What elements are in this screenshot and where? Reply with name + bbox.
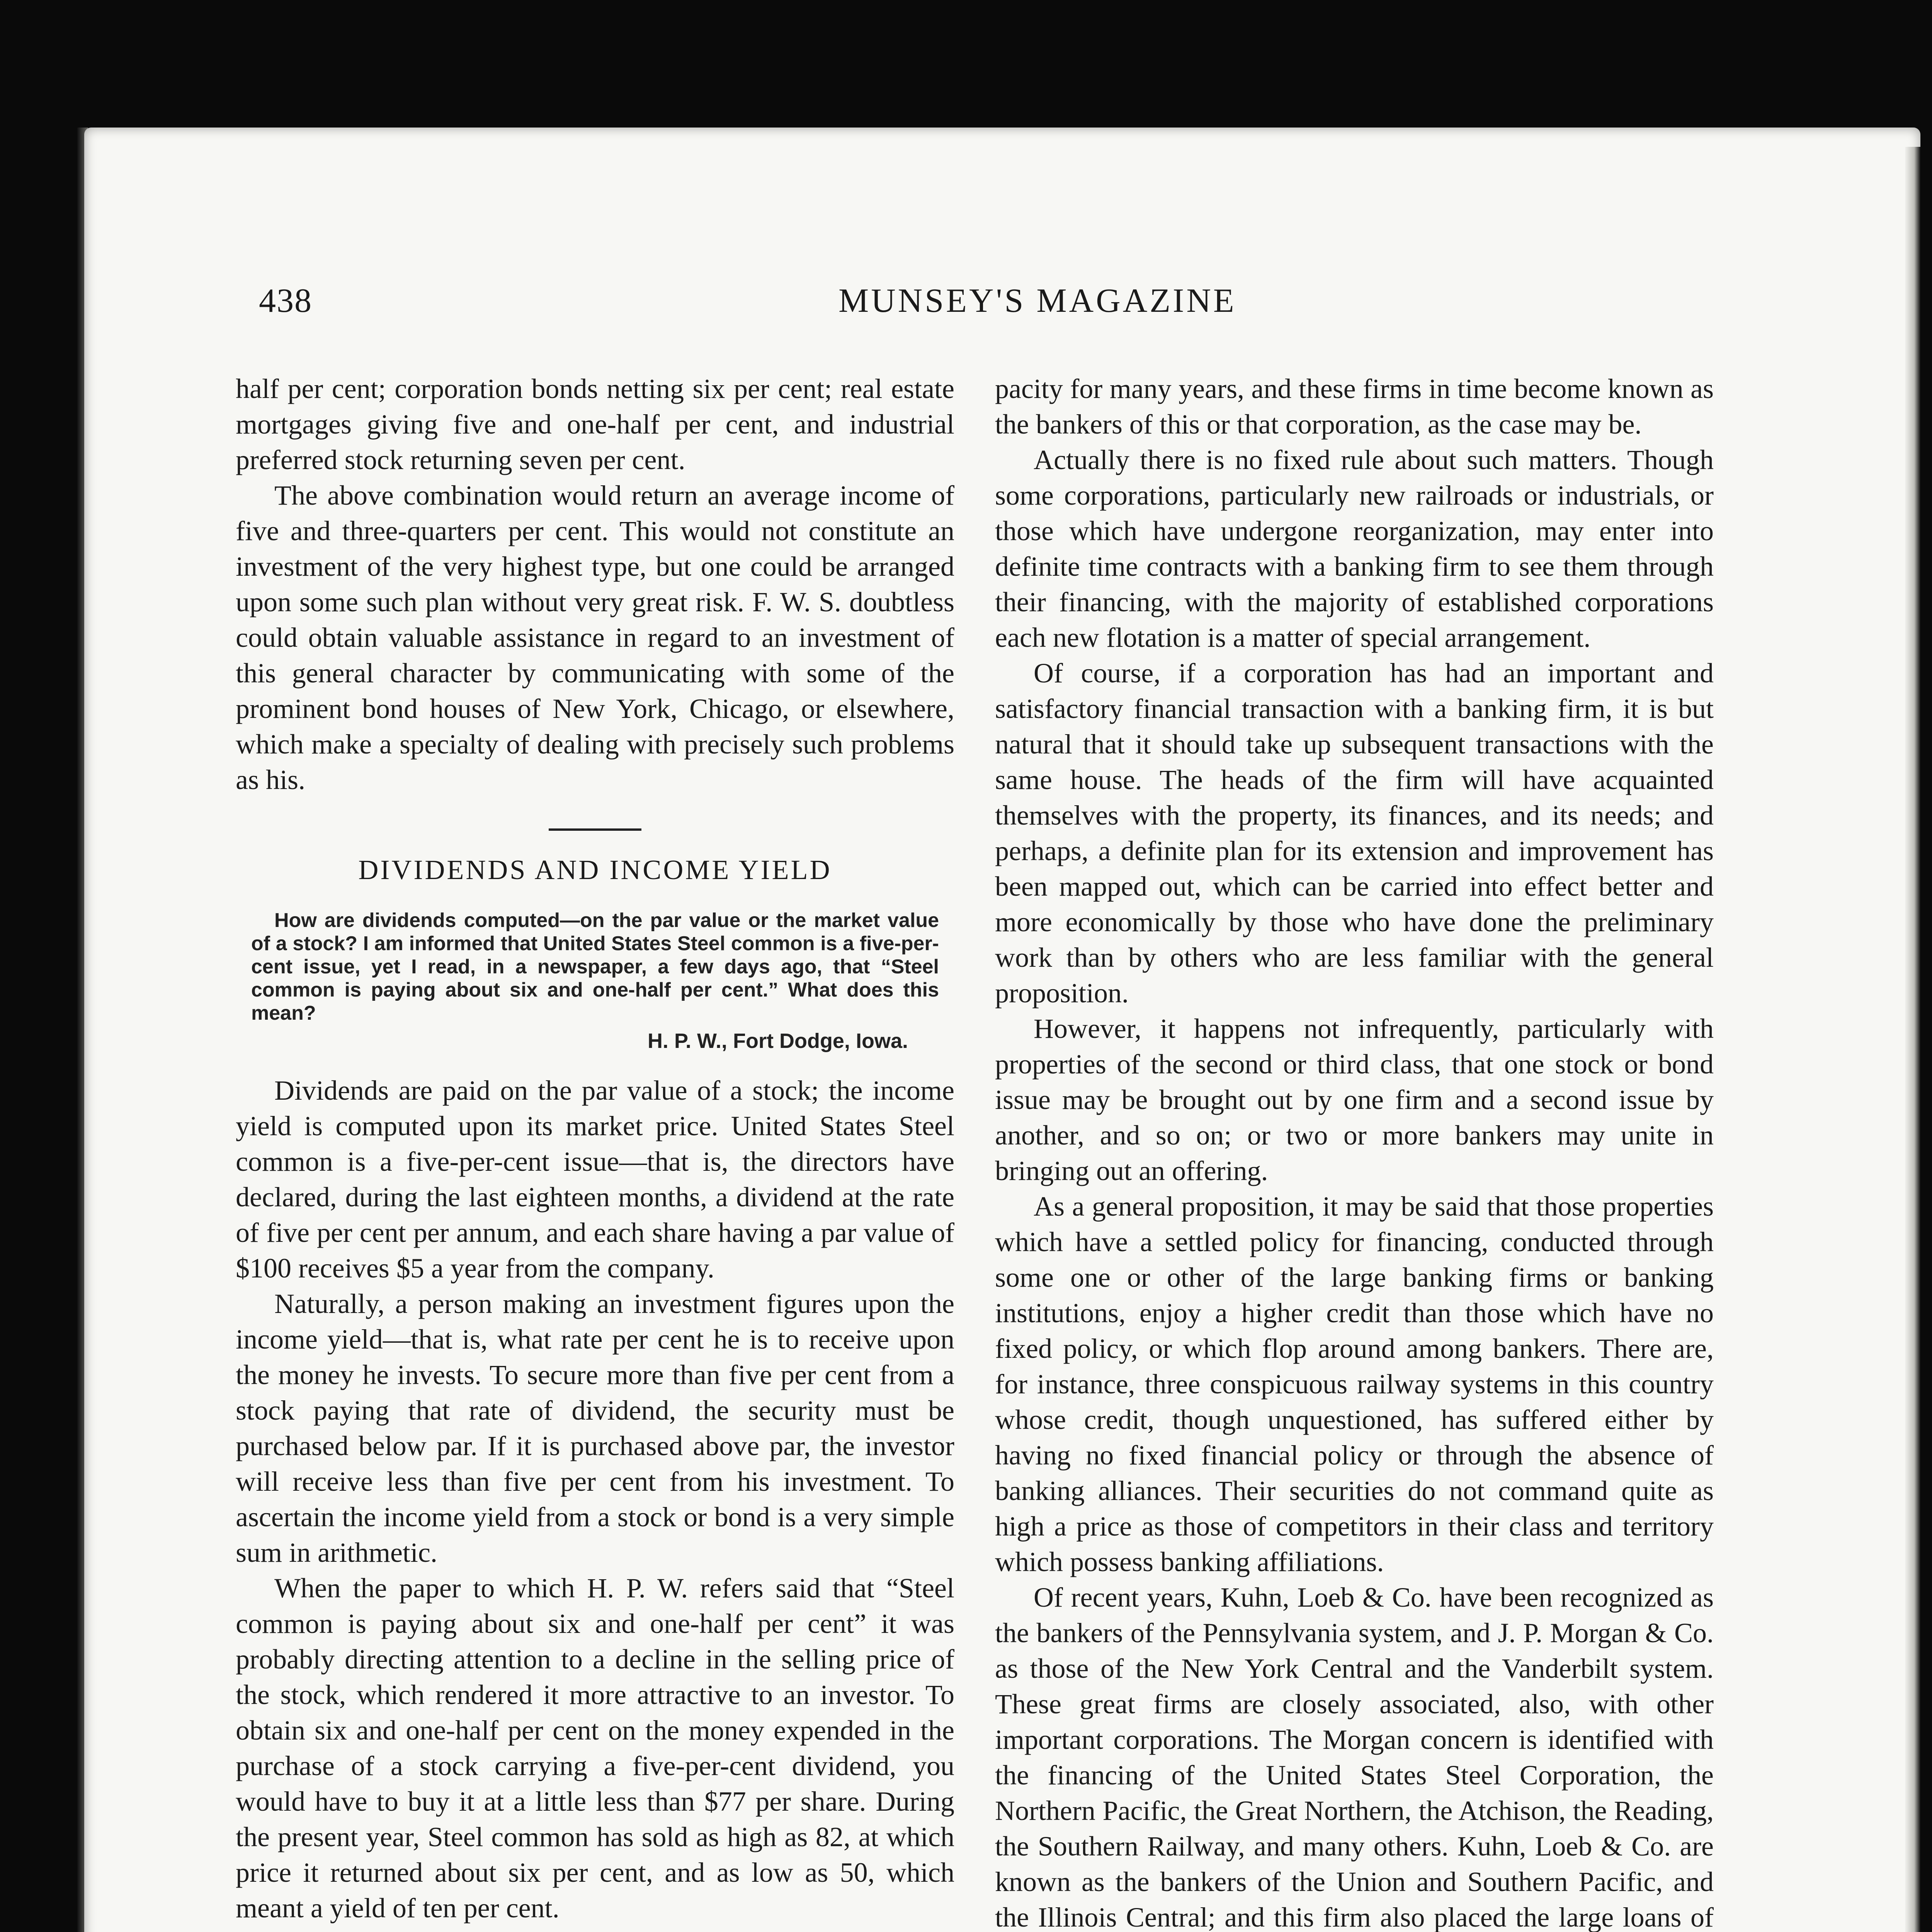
paragraph: Of recent years, Kuhn, Loeb & Co. have been recognized as the bankers of the Pennsylvania system, and J. P. Morgan & Co. as those of the New York Central and the Vanderbilt system. These great firms are closely associated, also, with other important corporations. The Morgan concern is identified with the financing of the United States Steel Corporation, the Northern Pacific, the Great Northern, the Atchison, the Reading, the Southern Railway, and many others. Kuhn, Loeb & Co. are known as the bankers of the Union and Southern Pacific, and the Illinois Central; and this firm also placed the large loans of bbox=[995, 1582, 1714, 1932]
section-divider bbox=[549, 828, 641, 831]
left-column bbox=[236, 371, 954, 1932]
page-header bbox=[162, 281, 1727, 324]
page-spine-shadow bbox=[1905, 147, 1920, 1932]
paragraph: Naturally, a person making an investment figures upon the income yield—that is, what rate per cent he is to receive upon the money he invests. To secure more than five per cent from a stock paying that rate of dividend, the security must be purchased below par. If it is purchased above par, the investor will receive less than five per cent from his investment. To ascertain the income yield from a stock or bond is a very simple sum in arithmetic. bbox=[236, 1288, 954, 1568]
paragraph: Of course, if a corporation has had an important and satisfactory financial transaction with a banking firm, it is but natural that it should take up subsequent transactions with the same house. The heads of the firm will have acquainted themselves with the property, its finances, and its needs; and perhaps, a definite plan for its extension and improvement has been mapped out, which can be carried into effect better and more economically by those who have done the preliminary work than by others who are less familiar with the general proposition. bbox=[995, 658, 1714, 1009]
paragraph: Dividends are paid on the par value of a stock; the income yield is computed upon its market price. United States Steel common is a five-per-cent issue—that is, the directors have declared, during the last eighteen months, a dividend at the rate of five per cent per annum, and each share having a par value of $100 receives $5 a year from the company. bbox=[236, 1075, 954, 1284]
paragraph: The above combination would return an average income of five and three-quarters per cent. This would not constitute an investment of the very highest type, but one could be arranged upon some such plan without very great risk. F. W. S. doubtless could obtain valuable assistance in regard to an investment of this general character by communicating with some of the prominent bond houses of New York, Chicago, or elsewhere, which make a specialty of dealing with precisely such problems as his. bbox=[236, 480, 954, 795]
right-column bbox=[995, 371, 1714, 1932]
paragraph: However, it happens not infrequently, particularly with properties of the second or third class, that one stock or bond issue may be brought out by one firm and a second issue by another, and so on; or two or more bankers may unite in bringing out an offering. bbox=[995, 1013, 1714, 1186]
running-head: MUNSEY'S MAGAZINE bbox=[838, 282, 1236, 320]
page-number: 438 bbox=[259, 282, 312, 320]
paragraph: pacity for many years, and these firms in time become known as the bankers of this or that corporation, as the case may be. bbox=[995, 373, 1714, 440]
section-title-dividends: DIVIDENDS AND INCOME YIELD bbox=[358, 854, 832, 885]
paragraph: When the paper to which H. P. W. refers said that “Steel common is paying about six and one-half per cent” it was probably directing attention to a decline in the selling price of the stock, which rendered it more attractive to an investor. To obtain six and one-half per cent on the money expended in the purchase of a stock carrying a five-per-cent dividend, you would have to buy it at a little less than $77 per share. During the present year, Steel common has sold as high as 82, at which price it returned about six per cent, and as low as 50, which meant a yield of ten per cent. bbox=[236, 1573, 954, 1923]
paragraph: Actually there is no fixed rule about such matters. Though some corporations, particularly new railroads or industrials, or those which have undergone reorganization, may enter into definite time contracts with a banking firm to see them through their financing, with the majority of established corporations each new flotation is a matter of special arrangement. bbox=[995, 444, 1714, 653]
paragraph: As a general proposition, it may be said that those properties which have a settled policy for financing, conducted through some one or other of the large banking firms or banking institutions, enjoy a higher credit than those which have no fixed policy, or which flop around among bankers. There are, for instance, three conspicuous railway systems in this country whose credit, though unquestioned, has suffered either by having no fixed financial policy or through the absence of banking alliances. Their securities do not command quite as high a price as those of competitors in their class and territory which possess banking affiliations. bbox=[995, 1191, 1714, 1577]
reader-question: How are dividends computed—on the par value or the market value of a stock? I am informed that United States Steel common is a five-per-cent issue, yet I read, in a newspaper, a few days ago, that “Steel common is paying about six and one-half per cent.” What does this mean? bbox=[251, 909, 939, 1024]
paragraph: half per cent; corporation bonds netting six per cent; real estate mortgages giving five and one-half per cent, and industrial preferred stock returning seven per cent. bbox=[236, 373, 954, 475]
question-signature: H. P. W., Fort Dodge, Iowa. bbox=[647, 1029, 908, 1053]
